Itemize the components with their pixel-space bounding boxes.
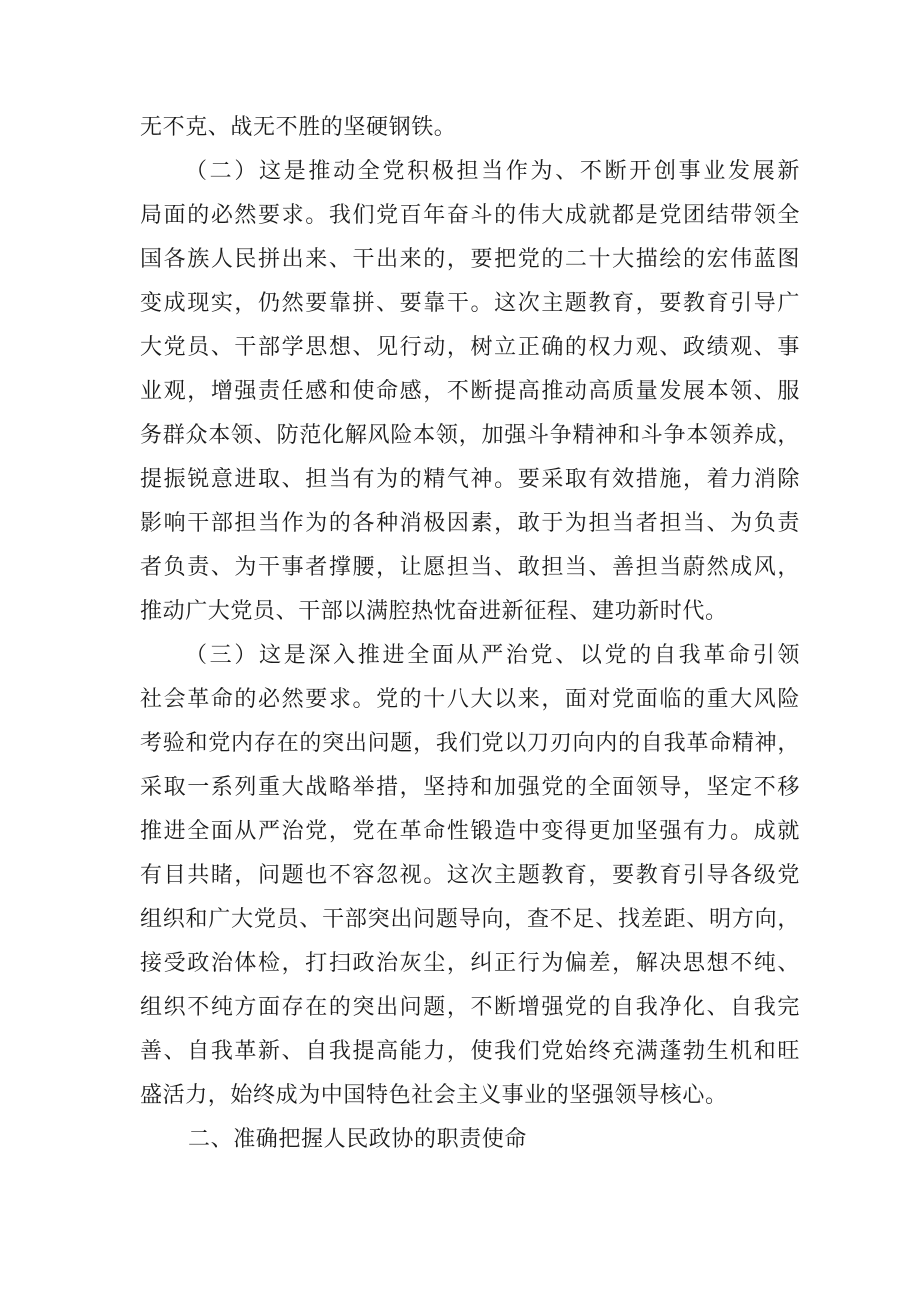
paragraph-line: 善、自我革新、自我提高能力，使我们党始终充满蓬勃生机和旺 bbox=[140, 1039, 800, 1064]
paragraph-line: 组织和广大党员、干部突出问题导向，查不足、找差距、明方向， bbox=[140, 907, 800, 932]
paragraph-line: 推动广大党员、干部以满腔热忱奋进新征程、建功新时代。 bbox=[140, 599, 728, 624]
paragraph-line: 组织不纯方面存在的突出问题，不断增强党的自我净化、自我完 bbox=[140, 995, 800, 1020]
paragraph-line: 者负责、为干事者撑腰，让愿担当、敢担当、善担当蔚然成风， bbox=[140, 555, 800, 580]
paragraph-line: 考验和党内存在的突出问题，我们党以刀刃向内的自我革命精神， bbox=[140, 731, 800, 756]
paragraph-line: 采取一系列重大战略举措，坚持和加强党的全面领导，坚定不移 bbox=[140, 775, 800, 800]
paragraph-line: 推进全面从严治党，党在革命性锻造中变得更加坚强有力。成就 bbox=[140, 819, 800, 844]
paragraph-line: （三）这是深入推进全面从严治党、以党的自我革命引领 bbox=[185, 643, 800, 668]
paragraph-line: 大党员、干部学思想、见行动，树立正确的权力观、政绩观、事 bbox=[140, 335, 800, 360]
paragraph-line: 无不克、战无不胜的坚硬钢铁。 bbox=[140, 115, 457, 140]
paragraph-line: 局面的必然要求。我们党百年奋斗的伟大成就都是党团结带领全 bbox=[140, 203, 800, 228]
paragraph-line: 业观，增强责任感和使命感，不断提高推动高质量发展本领、服 bbox=[140, 379, 800, 404]
paragraph-line: 影响干部担当作为的各种消极因素，敢于为担当者担当、为负责 bbox=[140, 511, 800, 536]
paragraph-line: 变成现实，仍然要靠拼、要靠干。这次主题教育，要教育引导广 bbox=[140, 291, 800, 316]
paragraph-line: （二）这是推动全党积极担当作为、不断开创事业发展新 bbox=[185, 159, 800, 184]
paragraph-line: 提振锐意进取、担当有为的精气神。要采取有效措施，着力消除 bbox=[140, 467, 800, 492]
paragraph-line: 社会革命的必然要求。党的十八大以来，面对党面临的重大风险 bbox=[140, 687, 800, 712]
section-heading: 二、准确把握人民政协的职责使命 bbox=[188, 1127, 528, 1152]
paragraph-line: 盛活力，始终成为中国特色社会主义事业的坚强领导核心。 bbox=[140, 1083, 728, 1108]
paragraph-line: 务群众本领、防范化解风险本领，加强斗争精神和斗争本领养成， bbox=[140, 423, 800, 448]
paragraph-line: 接受政治体检，打扫政治灰尘，纠正行为偏差，解决思想不纯、 bbox=[140, 951, 800, 976]
paragraph-line: 有目共睹，问题也不容忽视。这次主题教育，要教育引导各级党 bbox=[140, 863, 800, 888]
paragraph-line: 国各族人民拼出来、干出来的，要把党的二十大描绘的宏伟蓝图 bbox=[140, 247, 800, 272]
